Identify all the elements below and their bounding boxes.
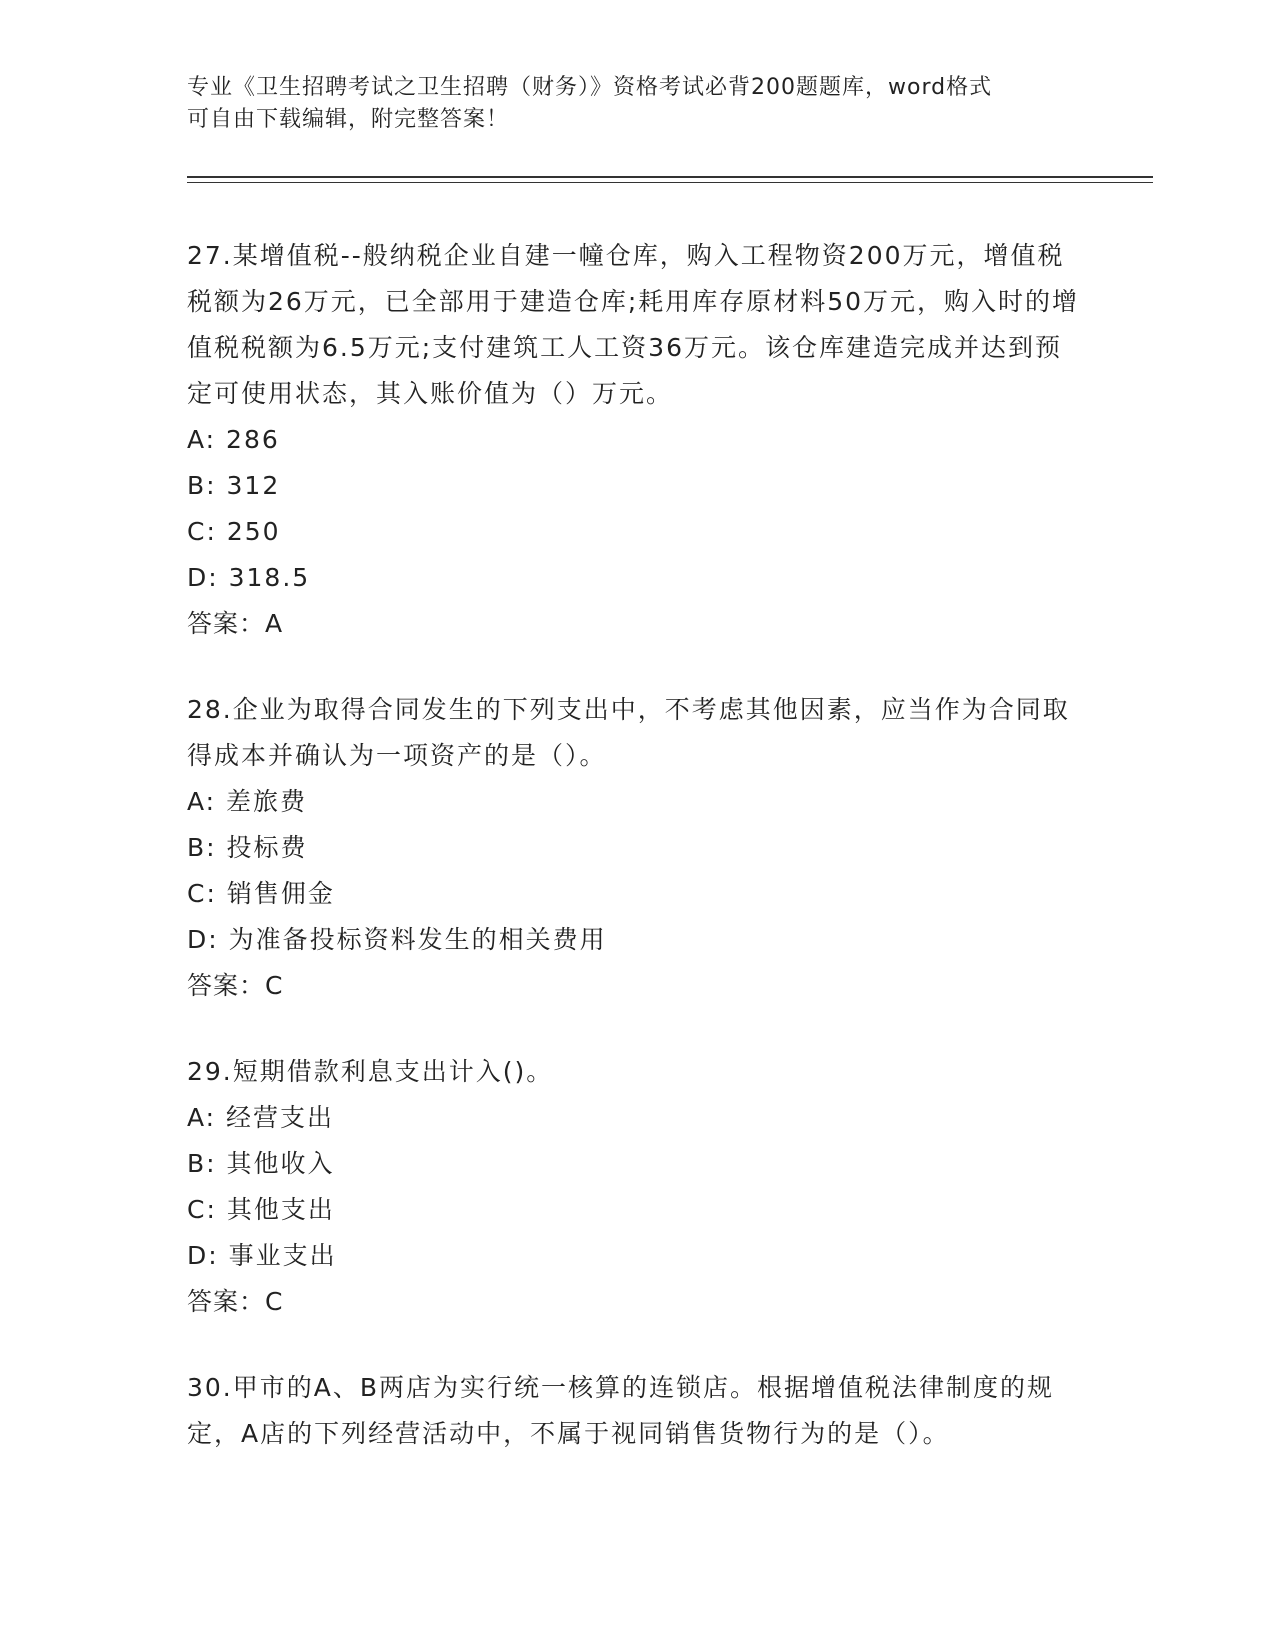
question-30	[187, 1365, 1087, 1457]
option-b: B: 312	[187, 471, 281, 500]
option-a: A: 经营支出	[187, 1103, 335, 1132]
question-stem: 29.短期借款利息支出计入()。	[187, 1057, 554, 1086]
option-d: D: 事业支出	[187, 1241, 337, 1270]
header-rule-thick	[187, 176, 1153, 178]
question-27	[187, 233, 1087, 647]
question-29	[187, 1049, 1087, 1325]
header-rule-thin	[187, 182, 1153, 183]
answer: 答案：C	[187, 971, 284, 1000]
option-a: A: 286	[187, 425, 280, 454]
option-d: D: 318.5	[187, 563, 311, 592]
question-stem: 27.某增值税--般纳税企业自建一幢仓库，购入工程物资200万元，增值税税额为26万元，已全部用于建造仓库;耗用库存原材料50万元，购入时的增值税税额为6.5万元;支付建筑工人工资36万元。该仓库建造完成并达到预定可使用状态，其入账价值为（）万元。	[187, 241, 1080, 408]
option-a: A: 差旅费	[187, 787, 308, 816]
option-c: C: 其他支出	[187, 1195, 335, 1224]
document-header	[187, 72, 1067, 136]
option-c: C: 销售佣金	[187, 879, 335, 908]
answer: 答案：C	[187, 1287, 284, 1316]
answer: 答案：A	[187, 609, 284, 638]
question-stem: 28.企业为取得合同发生的下列支出中，不考虑其他因素，应当作为合同取得成本并确认为一项资产的是（）。	[187, 695, 1070, 770]
question-list	[187, 233, 1087, 1497]
header-line-2: 可自由下载编辑，附完整答案！	[187, 107, 510, 132]
question-stem: 30.甲市的A、B两店为实行统一核算的连锁店。根据增值税法律制度的规定，A店的下列经营活动中，不属于视同销售货物行为的是（）。	[187, 1373, 1055, 1448]
option-b: B: 其他收入	[187, 1149, 335, 1178]
header-line-1: 专业《卫生招聘考试之卫生招聘（财务）》资格考试必背200题题库，word格式	[187, 75, 993, 100]
question-28	[187, 687, 1087, 1009]
option-b: B: 投标费	[187, 833, 308, 862]
option-c: C: 250	[187, 517, 281, 546]
option-d: D: 为准备投标资料发生的相关费用	[187, 925, 607, 954]
